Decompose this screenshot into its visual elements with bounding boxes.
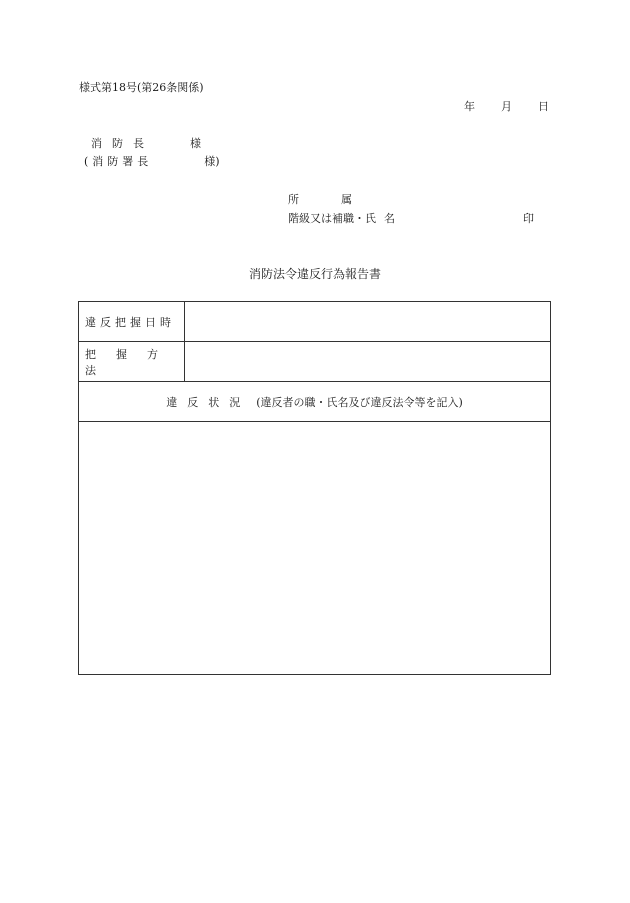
date-line [464, 101, 549, 112]
affiliation-label [288, 194, 352, 205]
form-number: 様式第18号(第26条関係) [79, 81, 204, 94]
addressee-fire-chief [91, 138, 201, 149]
violation-details-field[interactable] [79, 422, 551, 675]
fire-chief-title: 消防長 [91, 137, 154, 150]
violation-status-header [79, 382, 551, 422]
table-row-violation-details [79, 422, 551, 675]
violation-datetime-field[interactable] [185, 302, 551, 342]
affiliation-label-a: 所 [288, 193, 299, 206]
rank-name-label-b: 名 [384, 212, 395, 225]
rank-name-label [288, 213, 395, 224]
table-row-violation-datetime [79, 302, 551, 342]
table-row-violation-status-header [79, 382, 551, 422]
detection-method-field[interactable] [185, 342, 551, 382]
date-day-label: 日 [538, 100, 549, 113]
affiliation-label-b: 属 [341, 193, 352, 206]
station-chief-title: (消防署長 [84, 155, 153, 168]
rank-name-label-a: 階級又は補職・氏 [288, 212, 376, 225]
table-row-detection-method [79, 342, 551, 382]
seal-mark: 印 [523, 212, 534, 225]
fire-chief-honorific: 様 [190, 137, 201, 150]
violation-datetime-label: 違反把握日時 [79, 302, 185, 342]
document-title: 消防法令違反行為報告書 [248, 267, 381, 281]
date-year-label: 年 [464, 100, 475, 113]
detection-method-label: 把握方法 [79, 342, 185, 382]
station-chief-honorific: 様) [204, 155, 220, 168]
addressee-station-chief [84, 156, 220, 167]
violation-status-title: 違反状況 [166, 395, 251, 409]
report-table [78, 301, 551, 675]
date-month-label: 月 [501, 100, 512, 113]
violation-status-note: (違反者の職・氏名及び違反法令等を記入) [256, 395, 463, 409]
